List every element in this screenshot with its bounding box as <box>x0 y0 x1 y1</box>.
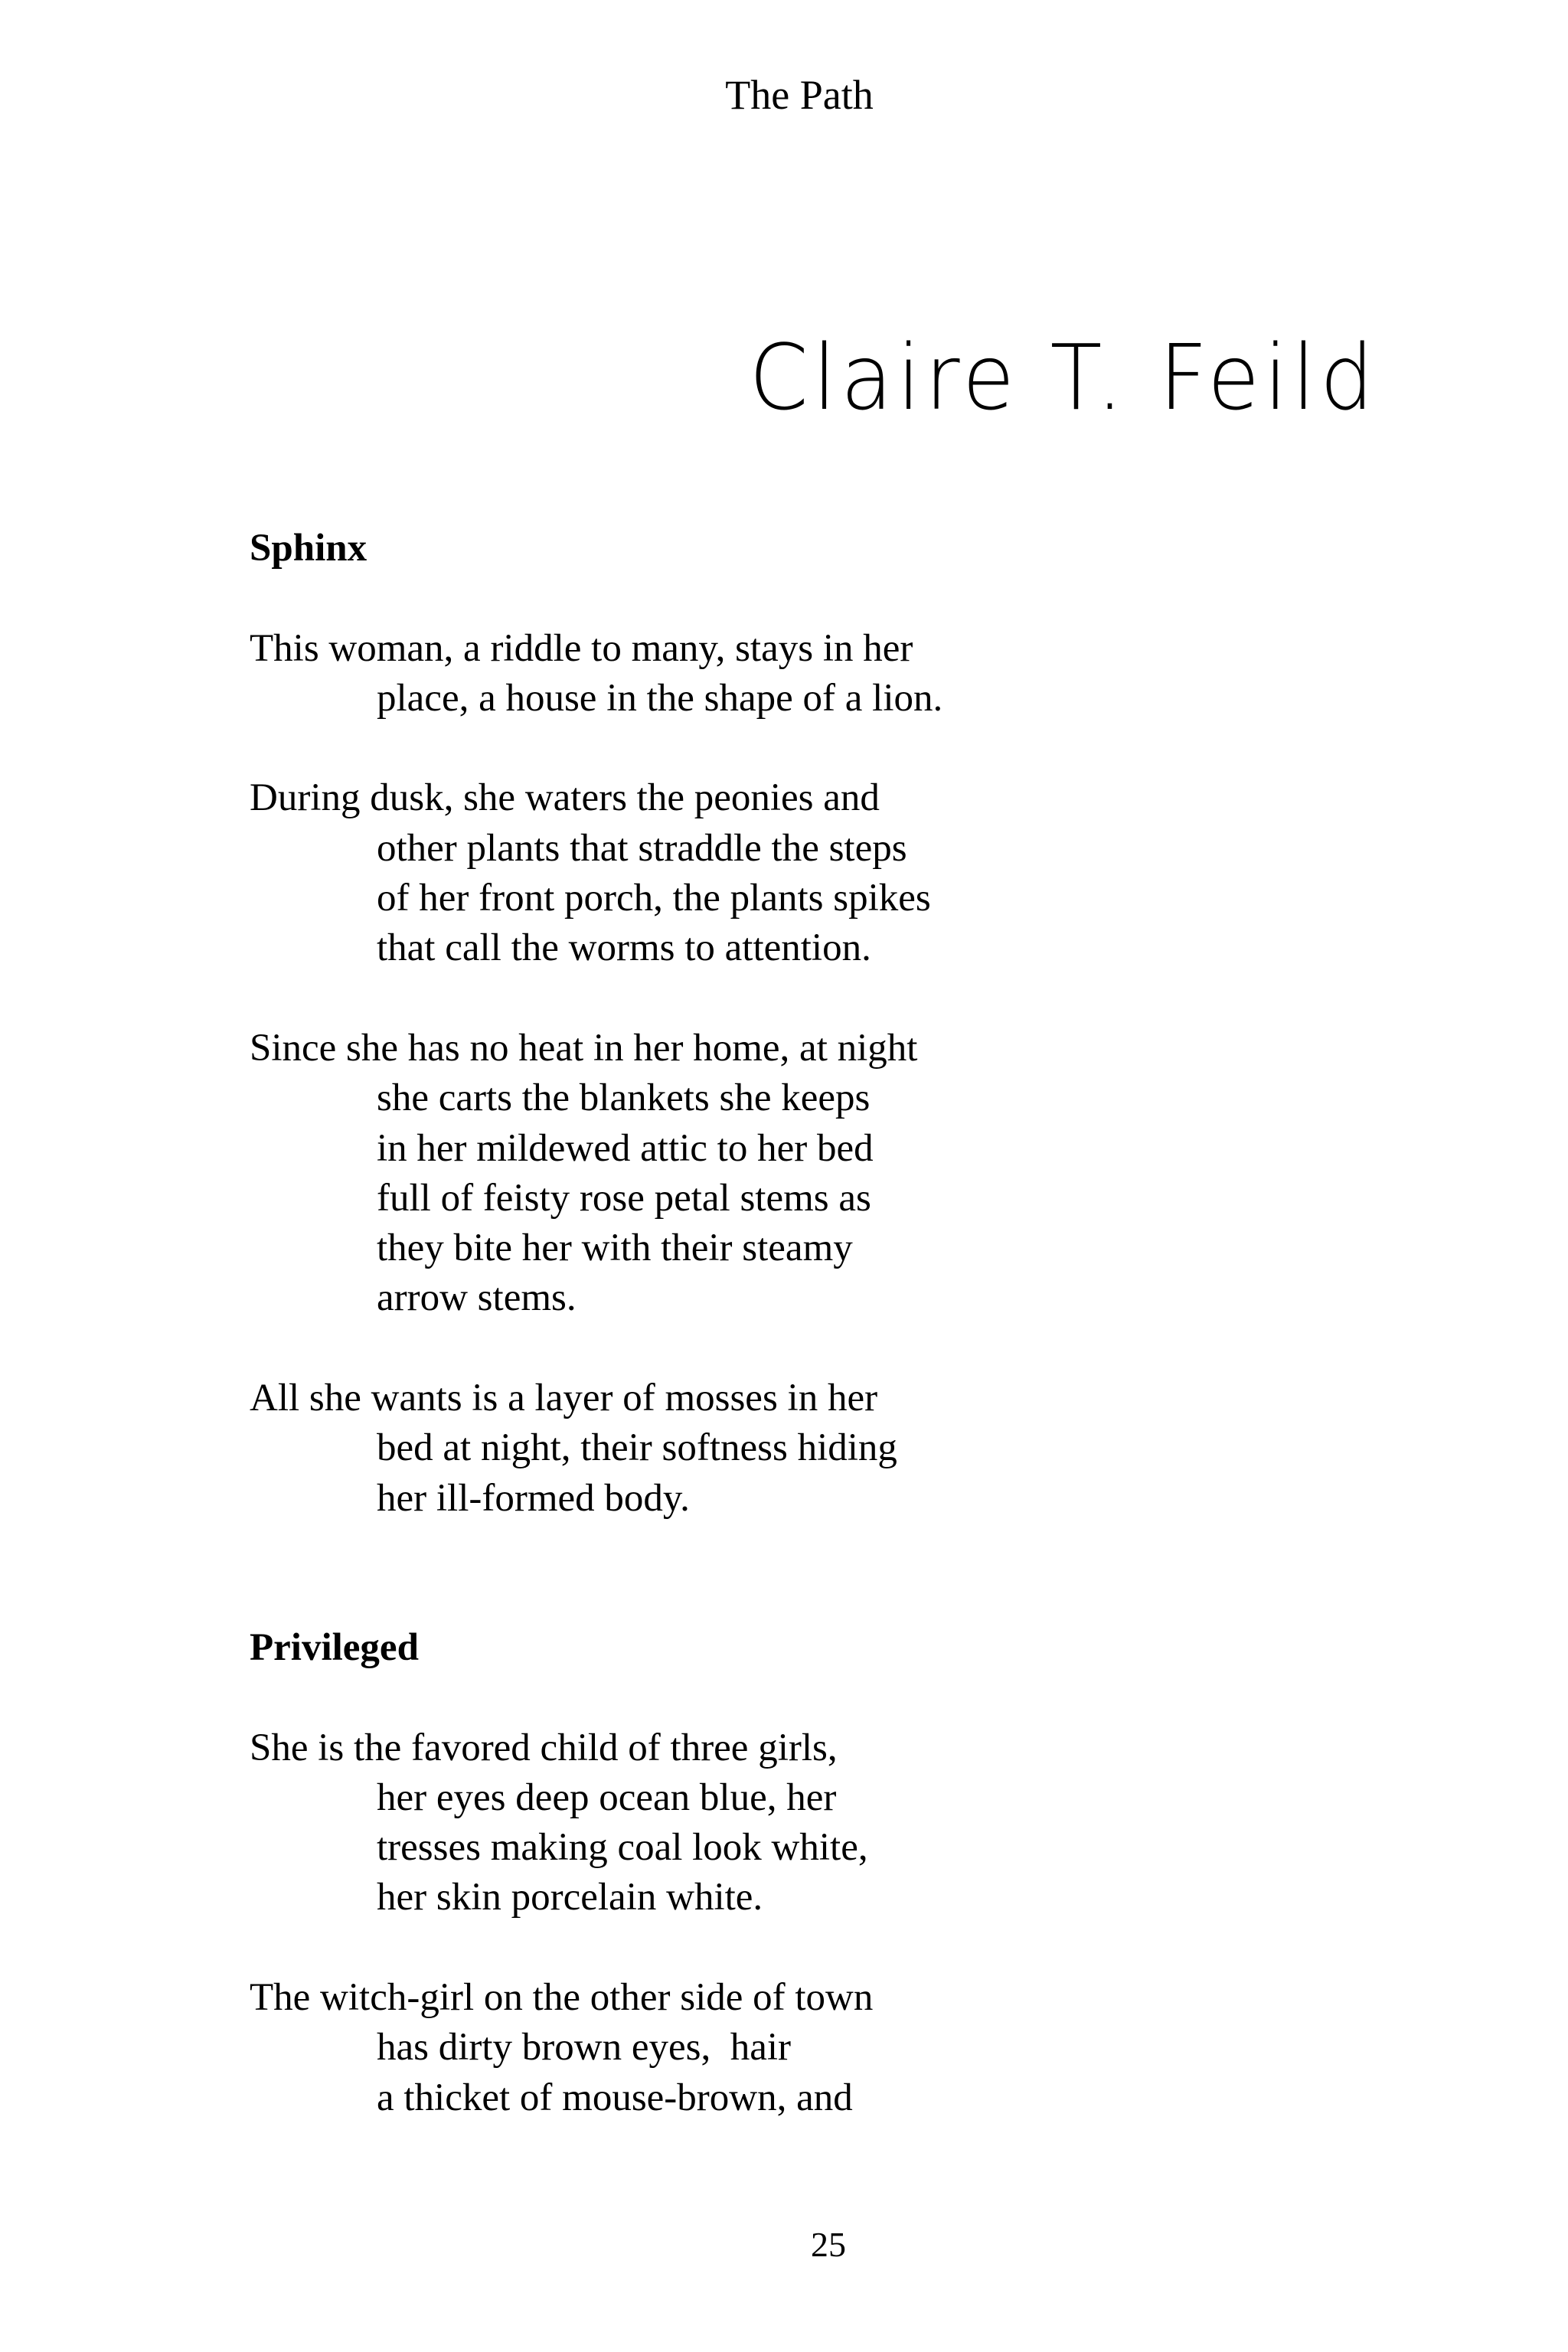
poem-line: This woman, a riddle to many, stays in her <box>250 626 913 670</box>
stanza <box>250 1024 1398 1324</box>
poem-line: other plants that straddle the steps <box>377 826 907 870</box>
running-head-title: The Path <box>725 72 874 118</box>
poem-line: During dusk, she waters the peonies and <box>250 776 880 820</box>
stanza <box>250 624 1398 724</box>
stanza <box>250 1723 1398 1923</box>
poem-title: Sphinx <box>250 527 368 570</box>
poem-line: her eyes deep ocean blue, her <box>377 1775 837 1819</box>
poem <box>250 1623 1398 2123</box>
poem-list <box>250 524 1398 2123</box>
poem-title: Privileged <box>250 1625 419 1669</box>
poem-line: place, a house in the shape of a lion. <box>377 676 943 720</box>
poem <box>250 524 1398 1524</box>
poem-line: her skin porcelain white. <box>377 1876 763 1919</box>
poem-line: Since she has no heat in her home, at night <box>250 1026 918 1070</box>
poem-line: they bite her with their steamy <box>377 1227 853 1270</box>
stanza <box>250 1374 1398 1524</box>
poem-line: She is the favored child of three girls, <box>250 1726 838 1769</box>
stanza <box>250 773 1398 973</box>
page-number: 25 <box>811 2225 846 2264</box>
poem-line: bed at night, their softness hiding <box>377 1426 897 1470</box>
poem-line: that call the worms to attention. <box>377 926 871 970</box>
poem-line: All she wants is a layer of mosses in her <box>250 1377 878 1420</box>
poem-line: has dirty brown eyes, hair <box>377 2026 792 2069</box>
stanza <box>250 1973 1398 2123</box>
poem-line: tresses making coal look white, <box>377 1826 868 1870</box>
poem-line: of her front porch, the plants spikes <box>377 877 931 920</box>
poem-line: full of feisty rose petal stems as <box>377 1176 871 1220</box>
poem-line: The witch-girl on the other side of town <box>250 1976 874 2020</box>
poem-line: arrow stems. <box>377 1276 577 1320</box>
poem-line: she carts the blankets she keeps <box>377 1076 871 1120</box>
poem-line: in her mildewed attic to her bed <box>377 1126 874 1170</box>
poem-line: a thicket of mouse-brown, and <box>377 2076 853 2119</box>
author-name: Claire T. Feild <box>749 325 1378 430</box>
poem-line: her ill-formed body. <box>377 1476 690 1520</box>
